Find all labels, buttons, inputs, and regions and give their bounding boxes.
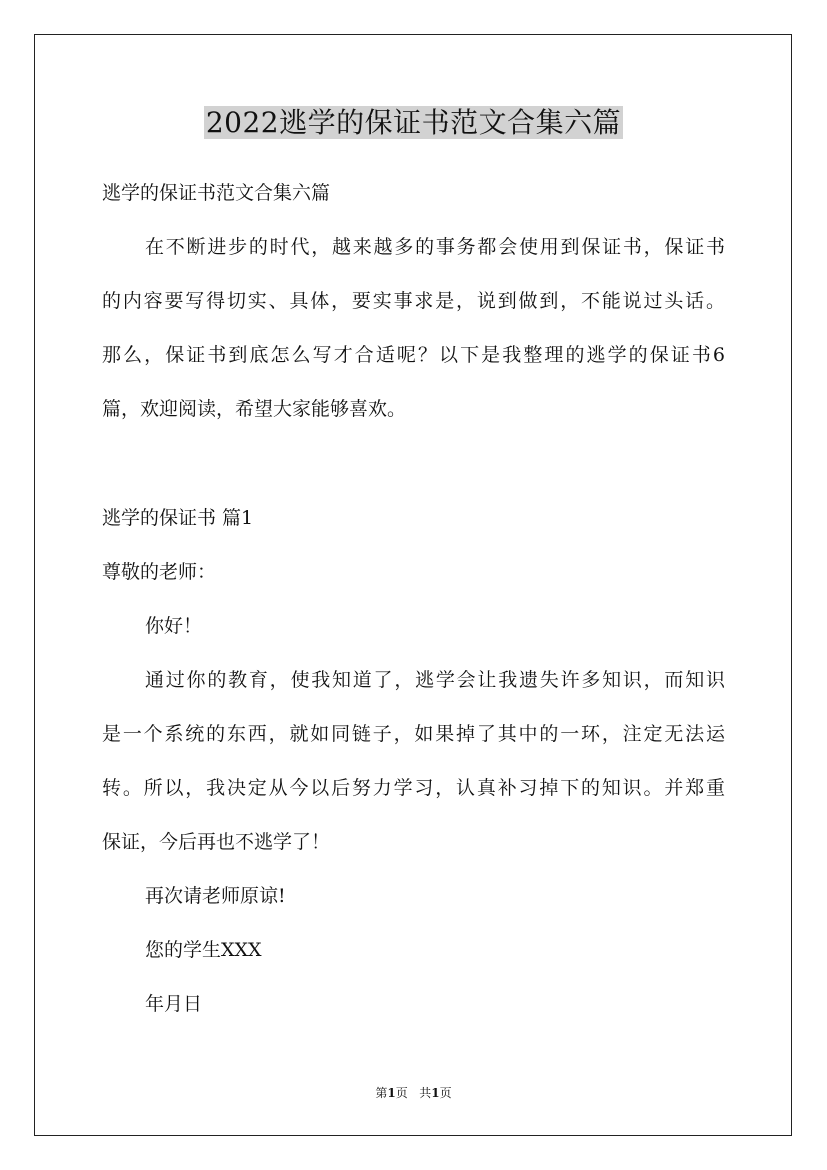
document-title-text: 2022逃学的保证书范文合集六篇 [205,106,622,139]
intro-line-1: 在不断进步的时代，越来越多的事务都会使用到保证书，保证书 [145,236,725,258]
intro-line-4: 篇，欢迎阅读，希望大家能够喜欢。 [102,398,407,420]
footer-page-prefix: 第 [375,1086,388,1100]
footer-total-prefix: 共 [419,1086,432,1100]
footer-total-number: 1 [431,1086,440,1100]
footer-page-suffix: 页 [395,1086,408,1100]
body-line-3: 转。所以，我决定从今以后努力学习，认真补习掉下的知识。并郑重 [102,777,725,799]
apology-line: 再次请老师原谅! [145,885,286,907]
greeting: 你好！ [145,615,203,637]
section-heading: 逃学的保证书 篇1 [102,507,254,529]
date-line: 年月日 [145,993,203,1015]
page-footer [0,1085,827,1101]
intro-line-3: 那么，保证书到底怎么写才合适呢？以下是我整理的逃学的保证书6 [102,344,725,366]
intro-line-2: 的内容要写得切实、具体，要实事求是，说到做到，不能说过头话。 [102,290,725,312]
document-title [0,101,827,145]
footer-page-number: 1 [387,1086,396,1100]
salutation: 尊敬的老师： [102,561,217,583]
body-line-1: 通过你的教育，使我知道了，逃学会让我遗失许多知识，而知识 [145,669,725,691]
signature-line: 您的学生XXX [145,939,262,961]
document-subtitle: 逃学的保证书范文合集六篇 [102,182,331,204]
body-line-4: 保证，今后再也不逃学了！ [102,831,331,853]
footer-total-suffix: 页 [439,1086,452,1100]
body-line-2: 是一个系统的东西，就如同链子，如果掉了其中的一环，注定无法运 [102,723,725,745]
